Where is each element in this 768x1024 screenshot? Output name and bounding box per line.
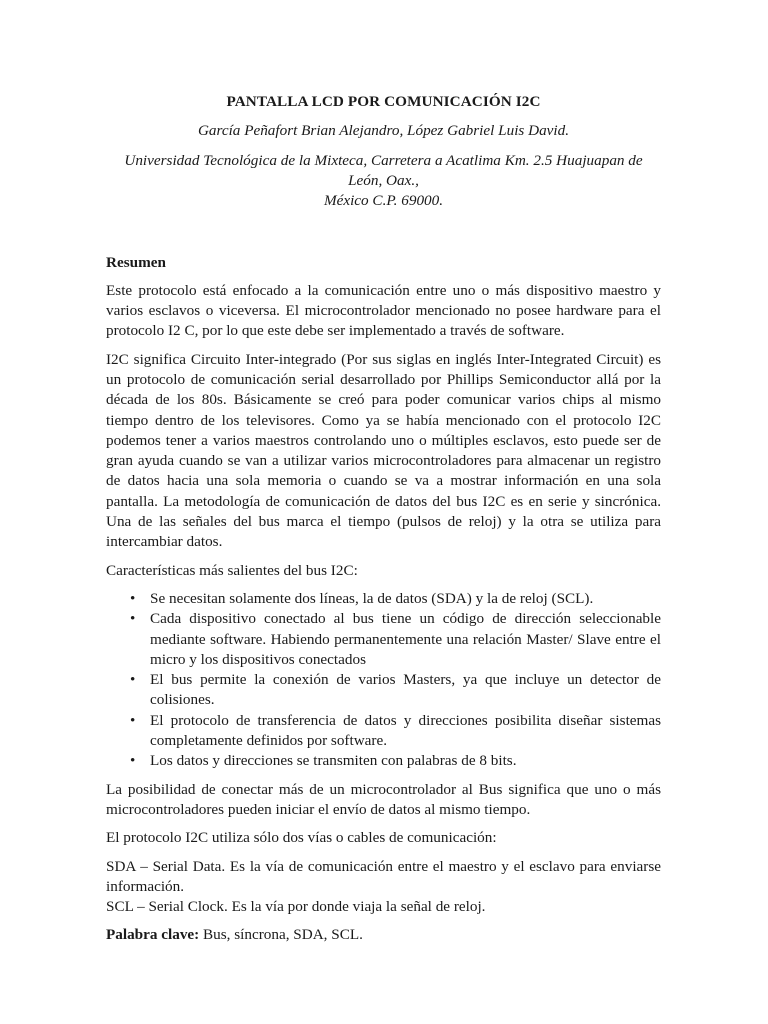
list-item-text: El protocolo de transferencia de datos y direcciones posibilita diseñar sistemas completamente definidos por software. (150, 711, 661, 750)
abstract-paragraph: Este protocolo está enfocado a la comunicación entre uno o más dispositivo maestro y varios esclavos o viceversa. El microcontrolador mencionado no posee hardware para el protocolo I2 C, por lo que este debe ser implementado a través de software. (106, 281, 661, 340)
sda-definition (106, 857, 661, 898)
bullet-icon: • (130, 589, 136, 607)
list-item-text: Se necesitan solamente dos líneas, la de datos (SDA) y la de reloj (SCL). (150, 589, 594, 607)
paper-title: PANTALLA LCD POR COMUNICACIÓN I2C (226, 93, 541, 110)
list-item (130, 589, 661, 609)
list-item-text: Los datos y direcciones se transmiten con palabras de 8 bits. (150, 752, 517, 770)
scl-text: Serial Clock. Es la vía por donde viaja la señal de reloj. (144, 898, 486, 916)
affiliation-line-1: Universidad Tecnológica de la Mixteca, Carretera a Acatlima Km. 2.5 Huajuapan de León, Oax., (124, 151, 643, 189)
features-intro-paragraph: Características más salientes del bus I2C: (106, 561, 358, 579)
scl-term: SCL – (106, 898, 145, 916)
sda-text: Serial Data. Es la vía de comunicación entre el maestro y el esclavo para enviarse información. (106, 857, 661, 895)
abstract-heading: Resumen (106, 254, 166, 272)
multi-master-paragraph: La posibilidad de conectar más de un microcontrolador al Bus significa que uno o más microcontroladores pueden iniciar el envío de datos al mismo tiempo. (106, 780, 661, 818)
affiliation-line-2: México C.P. 69000. (323, 192, 444, 210)
keywords-label: Palabra clave: (106, 926, 200, 944)
i2c-description-paragraph: I2C significa Circuito Inter-integrado (Por sus siglas en inglés Inter-Integrated Circuit) es un protocolo de comunicación serial desarrollado por Phillips Semiconductor allá por la década de los 80s. Básicamente se creó para poder comunicar varios chips al mismo tiempo dentro de los televisores. Como ya se había mencionado con el protocolo I2C podemos tener a varios maestros controlando uno o múltiples esclavos, esto puede ser de gran ayuda cuando se van a utilizar varios microcontroladores para almacenar un registro de datos hacia una sola memoria o cuando se va a mostrar información en una sola pantalla. La metodología de comunicación de datos del bus I2C es en serie y sincrónica. Una de las señales del bus marca el tiempo (pulsos de reloj) y la otra se utiliza para intercambiar datos. (106, 350, 661, 551)
paper-authors: García Peñafort Brian Alejandro, López Gabriel Luis David. (197, 122, 570, 140)
paper-affiliation (106, 151, 661, 212)
document-page (106, 92, 661, 946)
lines-intro-paragraph: El protocolo I2C utiliza sólo dos vías o cables de comunicación: (106, 829, 497, 847)
keywords-line (106, 925, 661, 945)
list-item (130, 609, 661, 670)
list-item (130, 670, 661, 711)
list-item (130, 711, 661, 752)
bullet-icon: • (130, 711, 136, 729)
features-list (106, 589, 661, 772)
bullet-icon: • (130, 610, 136, 628)
list-item-text: El bus permite la conexión de varios Masters, ya que incluye un detector de colisiones. (150, 671, 661, 709)
bullet-icon: • (130, 752, 136, 770)
list-item-text: Cada dispositivo conectado al bus tiene un código de dirección seleccionable mediante software. Habiendo permanentemente una relación Master/ Slave entre el micro y los dispositivos conectados (150, 610, 661, 668)
scl-definition (106, 897, 661, 917)
bullet-icon: • (130, 671, 136, 689)
list-item (130, 751, 661, 771)
keywords-text: Bus, síncrona, SDA, SCL. (199, 926, 363, 944)
signal-definitions (106, 857, 661, 918)
sda-term: SDA – (106, 857, 148, 875)
